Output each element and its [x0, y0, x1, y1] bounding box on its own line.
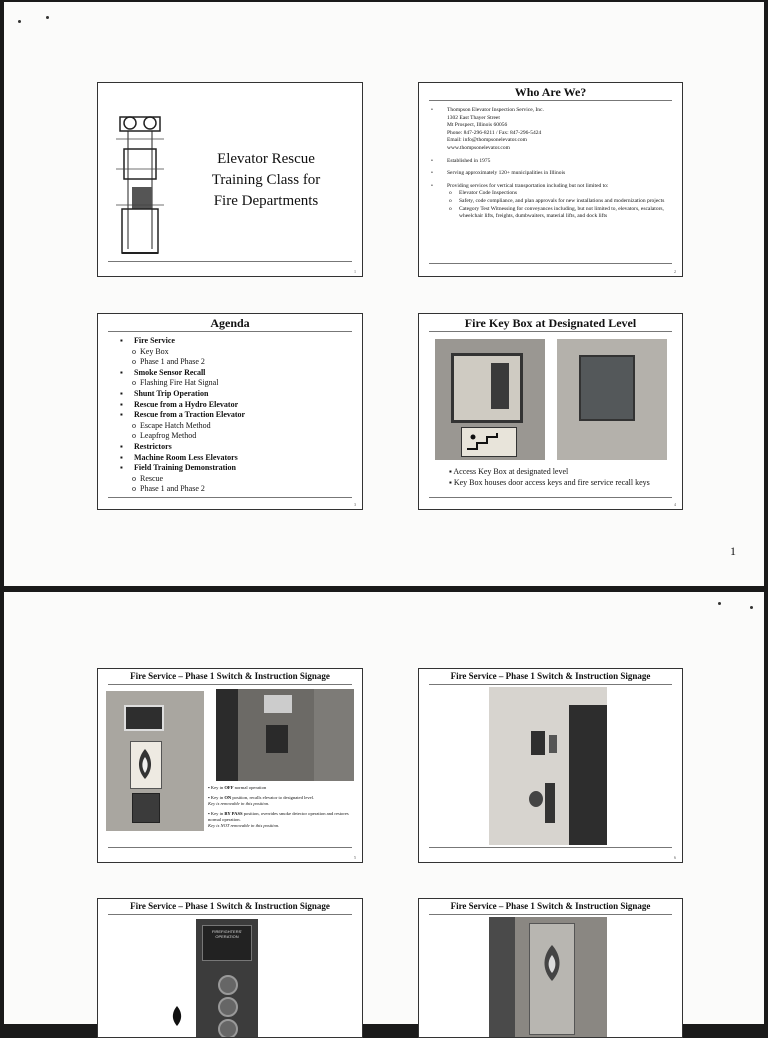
slide-number: 5	[354, 855, 356, 860]
agenda-item: ▪ Fire Service	[120, 336, 175, 345]
slide-who-are-we	[418, 82, 683, 277]
page-number: 1	[730, 544, 736, 558]
scan-speck	[718, 602, 721, 605]
agenda-item: ▪ Machine Room Less Elevators	[120, 452, 238, 462]
slide-phase1-switch-b	[418, 668, 683, 863]
handout-page-1	[4, 2, 764, 586]
fire-hat-icon	[539, 943, 565, 983]
slide-agenda	[97, 313, 363, 510]
slide-phase1-switch-d	[418, 898, 683, 1038]
key-box-wall-photo	[435, 339, 545, 460]
slide-heading: Agenda	[210, 316, 250, 330]
slide-heading: Who Are We?	[514, 85, 587, 99]
slide-heading: Fire Service – Phase 1 Switch & Instruction Signage	[450, 671, 651, 681]
agenda-subitem: o Flashing Fire Hat Signal	[132, 378, 219, 388]
key-box-bullets: ▪ Access Key Box at designated level ▪ Key Box houses door access keys and fire service recall keys	[449, 467, 650, 487]
agenda-item: ▪ Shunt Trip Operation	[120, 388, 209, 398]
slide-fire-key-box	[418, 313, 683, 510]
scan-speck	[46, 16, 49, 19]
elevator-illustration-icon	[108, 109, 170, 257]
slide-heading: Fire Service – Phase 1 Switch & Instruction Signage	[130, 901, 330, 911]
agenda-item: ▪ Smoke Sensor Recall	[120, 367, 206, 377]
instruction-plaque-photo	[489, 917, 607, 1038]
slide-number: 1	[354, 269, 356, 274]
switch-position-bullets: ▪ Key in OFF normal operation ▪ Key in ON position, recalls elevator to designated level. Key is removable in this position. ▪ Key in BY PASS position, overrides smoke detector operation and restores normal operation. Key is NOT removable in this position.	[208, 785, 349, 828]
scan-speck	[18, 20, 21, 23]
slide-number: 2	[674, 269, 676, 274]
agenda-subitem: o Phase 1 and Phase 2	[132, 484, 205, 494]
slide-heading: Fire Service – Phase 1 Switch & Instruction Signage	[450, 901, 651, 911]
agenda-subitem: o Leapfrog Method	[132, 431, 197, 441]
agenda-subitem: o Phase 1 and Phase 2	[132, 357, 205, 367]
fire-hat-icon	[132, 747, 158, 781]
key-box-closeup-photo	[557, 339, 667, 460]
slide-heading: Fire Key Box at Designated Level	[464, 316, 637, 330]
slide-title	[97, 82, 363, 277]
agenda-item: ▪ Field Training Demonstration	[120, 463, 236, 473]
switch-signage-photo	[106, 691, 204, 831]
slide-number: 3	[354, 502, 356, 507]
company-info-list: • Thompson Elevator Inspection Service, Inc. 1302 East Thayer Street Mt Prospect, Illinois 60056 Phone: 847-296-8211 / Fax: 847-296-5424 Email: info@thompsonelevator.com www.thompsonelevator.com • Established in 1975 • Serving approximately 120+ municipalities in Illinois • Providing services for vertical transportation including but not limited to: o Elevator Code Inspections o Safety, code compliance, and plan approvals for new installations and modernization projects o Category Test Witnessing for conveyances including, but not limited to, elevators, escalators, wheelchair lifts, freights, dumbwaiters, material lifts, and dock lifts	[431, 107, 665, 220]
scan-speck	[750, 606, 753, 609]
slide-phase1-switch-c	[97, 898, 363, 1038]
exit-stair-sign-icon	[465, 431, 511, 451]
hall-station-photo	[489, 687, 607, 845]
slide-title-text: Elevator Rescue Training Class for Fire Departments	[211, 151, 321, 209]
agenda-item: ▪ Rescue from a Traction Elevator	[120, 410, 246, 420]
agenda-item: ▪ Rescue from a Hydro Elevator	[120, 399, 239, 409]
agenda-subitem: o Escape Hatch Method	[132, 420, 211, 430]
slide-number: 6	[674, 855, 676, 860]
agenda-subitem: o Key Box	[132, 346, 169, 356]
handout-page-2	[4, 592, 764, 1024]
slide-phase1-switch-a	[97, 668, 363, 863]
slide-number: 4	[674, 502, 676, 507]
slide-heading: Fire Service – Phase 1 Switch & Instruction Signage	[130, 671, 330, 681]
panel-sign-text: FIREFIGHTERS' OPERATION	[202, 925, 252, 961]
agenda-subitem: o Rescue	[132, 473, 164, 483]
agenda-item: ▪ Restrictors	[120, 441, 172, 451]
firefighter-panel-photo	[196, 919, 258, 1038]
agenda-list	[120, 336, 354, 495]
elevator-lobby-photo	[216, 689, 354, 781]
